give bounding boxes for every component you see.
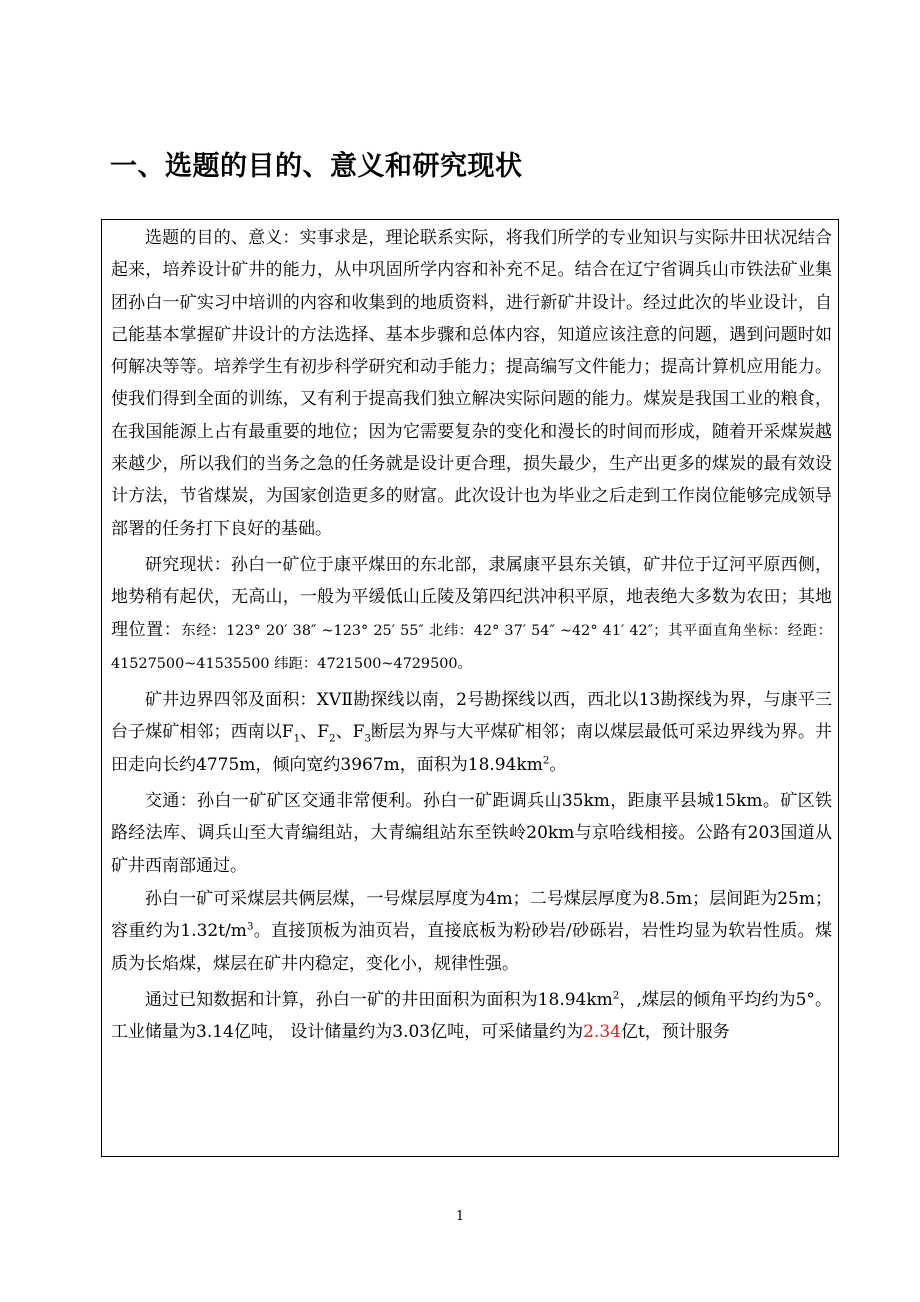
unit-superscript: 3 <box>246 921 254 933</box>
boundary-text: 。 <box>549 754 567 775</box>
reserves-text: 亿t，预计服务 <box>620 1022 730 1043</box>
fault-subscript: 3 <box>364 733 371 745</box>
section-heading: 一、选题的目的、意义和研究现状 <box>110 151 523 182</box>
paragraph-seams <box>111 883 832 980</box>
seams-text: 。直接顶板为油页岩，直接底板为粉砂岩/砂砾岩，岩性均显为软岩性质。煤质为长焰煤，煤层在矿井内稳定，变化小，规律性强。 <box>111 921 833 974</box>
paragraph-boundary <box>111 684 832 781</box>
fault-subscript: 1 <box>293 733 301 745</box>
highlighted-value: 2.34 <box>583 1022 621 1043</box>
boundary-text: 断层为界与大平煤矿相邻；南以煤层最低可采边界线为界。井田走向长约4775m，倾向宽约3967m，面积为18.94km <box>111 722 833 775</box>
fault-subscript: 2 <box>329 733 336 745</box>
boundary-text: 、F <box>335 722 365 743</box>
paragraph-transport: 交通：孙白一矿矿区交通非常便利。孙白一矿距调兵山35km，距康平县城15km。矿区铁路经法库、调兵山至大青编组站，大青编组站东至铁岭20km与京哈线相接。公路有203国道从矿井西南部通过。 <box>111 791 832 876</box>
paragraph-status <box>111 549 832 680</box>
boundary-text: 、F <box>300 722 330 743</box>
paragraph-reserves <box>111 984 832 1049</box>
reserves-text: 通过已知数据和计算，孙白一矿的井田面积为面积为18.94km <box>145 989 613 1010</box>
reserves-text: ，,煤层的倾角平均约为5°。工业储量为3.14亿吨， 设计储量约为3.03亿吨，可采储量约为 <box>111 989 832 1043</box>
coordinates-text: 东经：123° 20′ 38″ ~123° 25′ 55″ 北纬：42° 37′ 54″ ~42° 41′ 42″；其平面直角坐标：经距：41527500~41535500 纬距：4721500~4729500。 <box>111 622 832 672</box>
content-box <box>101 219 839 1157</box>
status-text: 研究现状：孙白一矿位于康平煤田的东北部，隶属康平县东关镇，矿井位于辽河平原西侧，地势稍有起伏，无高山，一般为平缓低山丘陵及第四纪洪冲积平原，地表绝大多数为农田；其地理位置： <box>111 554 832 640</box>
boundary-text: 矿井边界四邻及面积：ⅩⅤⅡ勘探线以南，2号勘探线以西，西北以13勘探线为界，与康平三台子煤矿相邻；西南以F <box>111 690 832 743</box>
seams-text: 孙白一矿可采煤层共俩层煤，一号煤层厚度为4m；二号煤层厚度为8.5m；层间距为25m；容重约为1.32t/m <box>111 888 832 942</box>
paragraph-purpose: 选题的目的、意义：实事求是，理论联系实际，将我们所学的专业知识与实际井田状况结合起来，培养设计矿井的能力，从中巩固所学内容和补充不足。结合在辽宁省调兵山市铁法矿业集团孙白一矿实习中培训的内容和收集到的地质资料，进行新矿井设计。经过此次的毕业设计，自己能基本掌握矿井设计的方法选择、基本步骤和总体内容，知道应该注意的问题，遇到问题时如何解决等等。培养学生有初步科学研究和动手能力；提高编写文件能力；提高计算机应用能力。使我们得到全面的训练，又有利于提高我们独立解决实际问题的能力。煤炭是我国工业的粮食，在我国能源上占有最重要的地位；因为它需要复杂的变化和漫长的时间而形成，随着开采煤炭越来越少，所以我们的当务之急的任务就是设计更合理，损失最少，生产出更多的煤炭的最有效设计方法，节省煤炭，为国家创造更多的财富。此次设计也为毕业之后走到工作岗位能够完成领导部署的任务打下良好的基础。 <box>111 228 832 539</box>
unit-superscript: 2 <box>542 755 550 767</box>
unit-superscript: 2 <box>612 990 620 1002</box>
page-number: 1 <box>455 1209 465 1224</box>
